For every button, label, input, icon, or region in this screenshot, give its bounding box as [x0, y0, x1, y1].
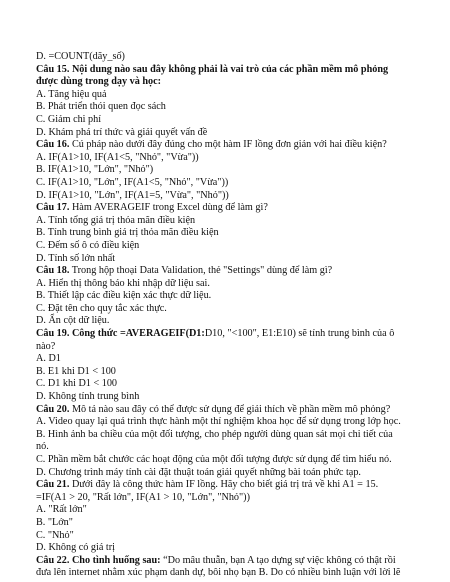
- q21-formula: =IF(A1 > 20, "Rất lớn", IF(A1 > 10, "Lớn", "Nhỏ")): [36, 491, 250, 503]
- q22-text-cont: đưa lên internet nhằm xúc phạm danh dự, bôi nhọ bạn B. Do có nhiều bình luận với lời lẽ: [36, 567, 401, 579]
- q18-option-a: A. Hiển thị thông báo khi nhập dữ liệu sai.: [36, 277, 210, 289]
- q17-text: Hàm AVERAGEIF trong Excel dùng để làm gì?: [69, 202, 268, 214]
- q15-option-a: A. Tăng hiệu quả: [36, 88, 107, 100]
- q20-option-b-cont: nó.: [36, 441, 49, 453]
- q21-option-a: A. "Rất lớn": [36, 504, 87, 516]
- q20-option-a: A. Video quay lại quá trình thực hành một thí nghiệm khoa học để sử dụng trong lớp học.: [36, 416, 401, 428]
- q18-option-c: C. Đặt tên cho quy tắc xác thực.: [36, 302, 167, 314]
- q17-label: Câu 17.: [36, 202, 70, 214]
- q15-option-c: C. Giảm chi phí: [36, 113, 102, 125]
- q19-option-c: C. D1 khi D1 < 100: [36, 378, 118, 390]
- q20-option-b: B. Hình ảnh ba chiều của một đối tượng, cho phép người dùng quan sát mọi chi tiết của: [36, 428, 393, 440]
- question-18: [36, 265, 414, 278]
- q20-label: Câu 20.: [36, 403, 70, 415]
- q16-option-a: A. IF(A1>10, IF(A1<5, "Nhỏ", "Vừa")): [36, 151, 199, 163]
- q15-option-d: D. Khám phá trí thức và giải quyết vấn đề: [36, 126, 208, 138]
- q21-option-b: B. "Lớn": [36, 516, 73, 528]
- question-16: [36, 139, 414, 152]
- q19-text-cont: nào?: [36, 340, 56, 352]
- q17-option-a: A. Tính tổng giá trị thỏa mãn điều kiện: [36, 214, 196, 226]
- q18-text: Trong hộp thoại Data Validation, thẻ "Settings" dùng để làm gì?: [69, 265, 333, 277]
- q21-text: Dưới đây là công thức hàm IF lồng. Hãy cho biết giá trị trả về khi A1 = 15.: [69, 479, 379, 491]
- q19-option-b: B. E1 khi D1 < 100: [36, 365, 116, 377]
- question-19: [36, 328, 414, 341]
- answer-line: D. =COUNT(dãy_số): [36, 51, 125, 62]
- q16-text: Cú pháp nào dưới đây đúng cho một hàm IF lồng đơn giản với hai điều kiện?: [69, 139, 387, 151]
- q21-option-d: D. Không có giá trị: [36, 542, 115, 554]
- question-20: [36, 404, 414, 417]
- q17-option-d: D. Tính số lớn nhất: [36, 252, 116, 264]
- q16-option-b: B. IF(A1>10, "Lớn", "Nhỏ"): [36, 164, 154, 176]
- question-15-title-cont: được dùng trong dạy và học:: [36, 76, 162, 88]
- q21-label: Câu 21.: [36, 479, 70, 491]
- q18-option-d: D. Ẩn cột dữ liệu.: [36, 315, 110, 327]
- q18-label: Câu 18.: [36, 265, 70, 277]
- q19-text: D10, "<100", E1:E10) sẽ tính trung bình của ô: [204, 328, 395, 340]
- q16-option-c: C. IF(A1>10, "Lớn", IF(A1<5, "Nhỏ", "Vừa")): [36, 176, 229, 188]
- q19-option-d: D. Không tính trung bình: [36, 391, 140, 403]
- q19-label: Câu 19. Công thức =AVERAGEIF(D1:: [36, 328, 205, 340]
- q22-label: Câu 22. Cho tình huống sau:: [36, 554, 161, 566]
- question-22: [36, 555, 414, 568]
- question-21: [36, 479, 414, 492]
- q16-option-d: D. IF(A1>10, "Lớn", IF(A1=5, "Vừa", "Nhỏ")): [36, 189, 229, 201]
- question-15-title: Câu 15. Nội dung nào sau đây không phải là vai trò của các phần mềm mô phỏng: [36, 63, 389, 75]
- q20-option-d: D. Chương trình máy tính cài đặt thuật toán giải quyết những bài toán phức tạp.: [36, 466, 361, 478]
- q21-option-c: C. "Nhỏ": [36, 529, 74, 541]
- q20-text: Mô tả nào sau đây có thể được sử dụng để giải thích về phần mềm mô phỏng?: [69, 403, 391, 415]
- q16-label: Câu 16.: [36, 139, 70, 151]
- document-page: [36, 51, 414, 580]
- q22-text: “Do mâu thuẫn, bạn A tạo dựng sự việc không có thật rồi: [160, 554, 396, 566]
- q20-option-c: C. Phần mềm bắt chước các hoạt động của một đối tượng được sử dụng để tìm hiểu nó.: [36, 454, 392, 465]
- q15-option-b: B. Phát triển thói quen đọc sách: [36, 101, 166, 113]
- q19-option-a: A. D1: [36, 353, 61, 365]
- q17-option-c: C. Đếm số ô có điều kiện: [36, 239, 140, 251]
- q18-option-b: B. Thiết lập các điều kiện xác thực dữ liệu.: [36, 290, 212, 302]
- question-17: [36, 202, 414, 215]
- q17-option-b: B. Tính trung bình giá trị thỏa mãn điều kiện: [36, 227, 219, 239]
